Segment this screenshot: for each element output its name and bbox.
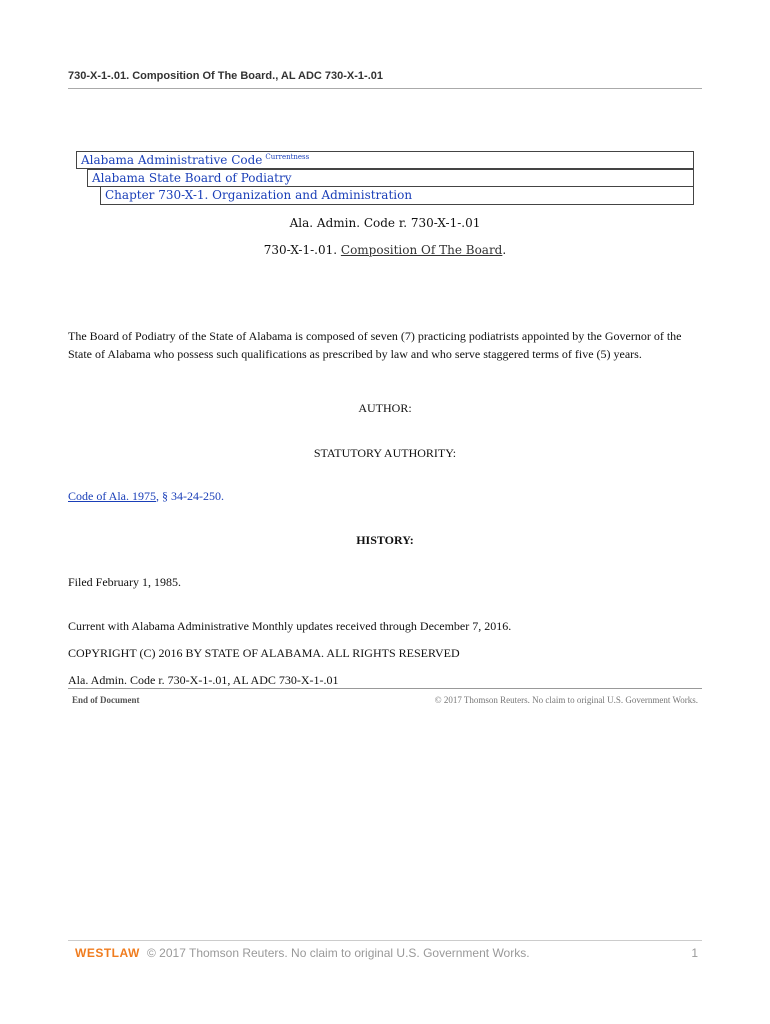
end-of-document-label: End of Document (72, 695, 140, 705)
end-of-document-copyright: © 2017 Thomson Reuters. No claim to original U.S. Government Works. (434, 695, 698, 705)
code-of-ala-link[interactable]: Code of Ala. 1975 (68, 489, 156, 503)
breadcrumb-link-board[interactable]: Alabama State Board of Podiatry (92, 171, 292, 185)
footer-divider (68, 940, 702, 941)
breadcrumb-link-admin-code[interactable]: Alabama Administrative Code (81, 153, 263, 167)
running-header: 730-X-1-.01. Composition Of The Board., AL ADC 730-X-1-.01 (68, 70, 702, 89)
end-divider (68, 688, 702, 689)
breadcrumb-board (87, 169, 694, 187)
end-citation: Ala. Admin. Code r. 730-X-1-.01, AL ADC 730-X-1-.01 (68, 673, 339, 687)
breadcrumb-chapter (100, 186, 694, 205)
rule-citation: Ala. Admin. Code r. 730-X-1-.01 (289, 216, 481, 230)
statutory-authority-heading: STATUTORY AUTHORITY: (313, 446, 457, 460)
rule-title-link[interactable]: Composition Of The Board (340, 243, 503, 257)
history-heading: HISTORY: (356, 533, 414, 547)
breadcrumb-link-chapter[interactable]: Chapter 730-X-1. Organization and Administration (105, 188, 413, 202)
currentness-link[interactable]: Currentness (265, 153, 310, 161)
rule-title (68, 243, 702, 257)
currency-statement: Current with Alabama Administrative Monthly updates received through December 7, 2016. (68, 619, 512, 633)
copyright-notice: COPYRIGHT (C) 2016 BY STATE OF ALABAMA. ALL RIGHTS RESERVED (68, 646, 460, 660)
westlaw-logo: WESTLAW (75, 946, 140, 960)
rule-title-suffix: . (502, 243, 507, 257)
author-heading: AUTHOR: (358, 401, 412, 415)
page-number: 1 (691, 946, 698, 960)
rule-title-prefix: 730-X-1-.01. (263, 243, 341, 257)
filed-date: Filed February 1, 1985. (68, 575, 181, 589)
breadcrumb-code (76, 151, 694, 169)
code-section-text: , § 34-24-250. (156, 489, 224, 503)
footer-copyright: © 2017 Thomson Reuters. No claim to original U.S. Government Works. (147, 946, 530, 960)
rule-body-text: The Board of Podiatry of the State of Alabama is composed of seven (7) practicing podiatrists appointed by the Governor of the State of Alabama who possess such qualifications as prescribed by law and who serve staggered terms of five (5) years. (68, 329, 682, 361)
statutory-reference (68, 489, 224, 504)
page-footer (68, 946, 698, 962)
